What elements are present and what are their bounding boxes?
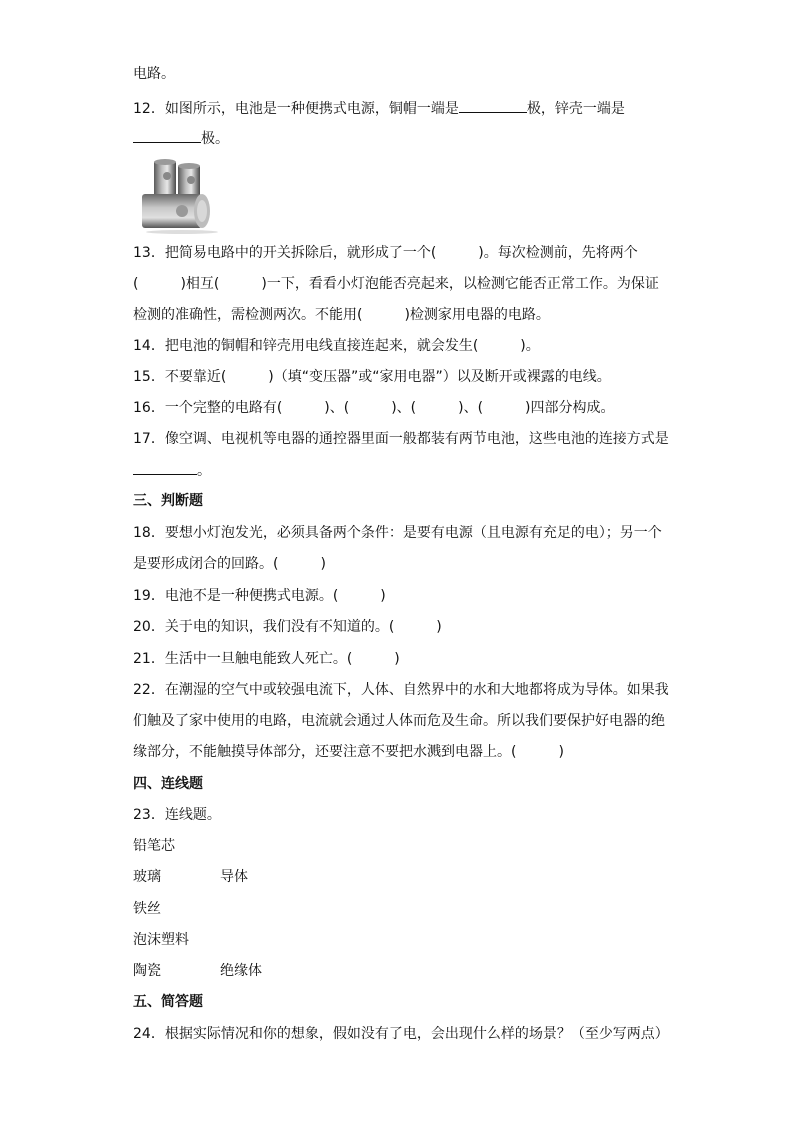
question-12-text-b: 极，锌壳一端是 <box>526 101 625 117</box>
question-20: 20．关于电的知识，我们没有不知道的。( ) <box>133 619 442 635</box>
question-12-line-1 <box>133 98 625 119</box>
question-15: 15．不要靠近( )（填“变压器”或“家用电器”）以及断开或裸露的电线。 <box>133 369 611 385</box>
question-17-line-1: 17．像空调、电视机等电器的通控器里面一般都装有两节电池，这些电池的连接方式是 <box>133 431 669 447</box>
match-item-left: 铁丝 <box>133 901 161 917</box>
match-item-right: 导体 <box>220 869 248 885</box>
question-22-line-3: 缘部分，不能触摸导体部分，还要注意不要把水溅到电器上。( ) <box>133 744 564 760</box>
batteries-image <box>136 156 228 234</box>
section-3-heading: 三、判断题 <box>133 493 203 509</box>
match-item-left: 陶瓷 <box>133 963 161 979</box>
question-24: 24．根据实际情况和你的想象，假如没有了电，会出现什么样的场景？（至少写两点） <box>133 1026 669 1042</box>
question-19: 19．电池不是一种便携式电源。( ) <box>133 588 386 604</box>
question-12-text-a: 12．如图所示，电池是一种便携式电源，铜帽一端是 <box>133 101 459 117</box>
question-21: 21．生活中一旦触电能致人死亡。( ) <box>133 651 400 667</box>
match-item-left: 玻璃 <box>133 869 161 885</box>
answer-blank <box>133 460 197 475</box>
answer-blank <box>133 128 201 143</box>
question-17-text-end: 。 <box>197 463 211 479</box>
section-5-heading: 五、简答题 <box>133 994 203 1010</box>
match-item-right: 绝缘体 <box>220 963 262 979</box>
match-item-left: 泡沫塑料 <box>133 932 189 948</box>
question-17-line-2 <box>133 460 211 481</box>
match-item-left: 铅笔芯 <box>133 838 175 854</box>
question-18-line-1: 18．要想小灯泡发光，必须具备两个条件：是要有电源（且电源有充足的电）；另一个 <box>133 525 662 541</box>
question-23: 23．连线题。 <box>133 807 221 823</box>
answer-blank <box>459 98 527 113</box>
question-16: 16．一个完整的电路有( )、( )、( )、( )四部分构成。 <box>133 400 615 416</box>
question-12-line-2 <box>133 128 229 149</box>
text-line: 电路。 <box>133 66 175 82</box>
section-4-heading: 四、连线题 <box>133 776 203 792</box>
question-12-text-c: 极。 <box>201 131 229 147</box>
question-13-line-2: ( )相互( )一下，看看小灯泡能否亮起来，以检测它能否正常工作。为保证 <box>133 276 659 292</box>
question-13-line-3: 检测的准确性，需检测两次。不能用( )检测家用电器的电路。 <box>133 307 550 323</box>
question-14: 14．把电池的铜帽和锌壳用电线直接连起来，就会发生( )。 <box>133 338 540 354</box>
question-13-line-1: 13．把简易电路中的开关拆除后，就形成了一个( )。每次检测前，先将两个 <box>133 245 638 261</box>
question-22-line-1: 22．在潮湿的空气中或较强电流下，人体、自然界中的水和大地都将成为导体。如果我 <box>133 682 669 698</box>
question-22-line-2: 们触及了家中使用的电路，电流就会通过人体而危及生命。所以我们要保护好电器的绝 <box>133 713 665 729</box>
question-18-line-2: 是要形成闭合的回路。( ) <box>133 556 326 572</box>
